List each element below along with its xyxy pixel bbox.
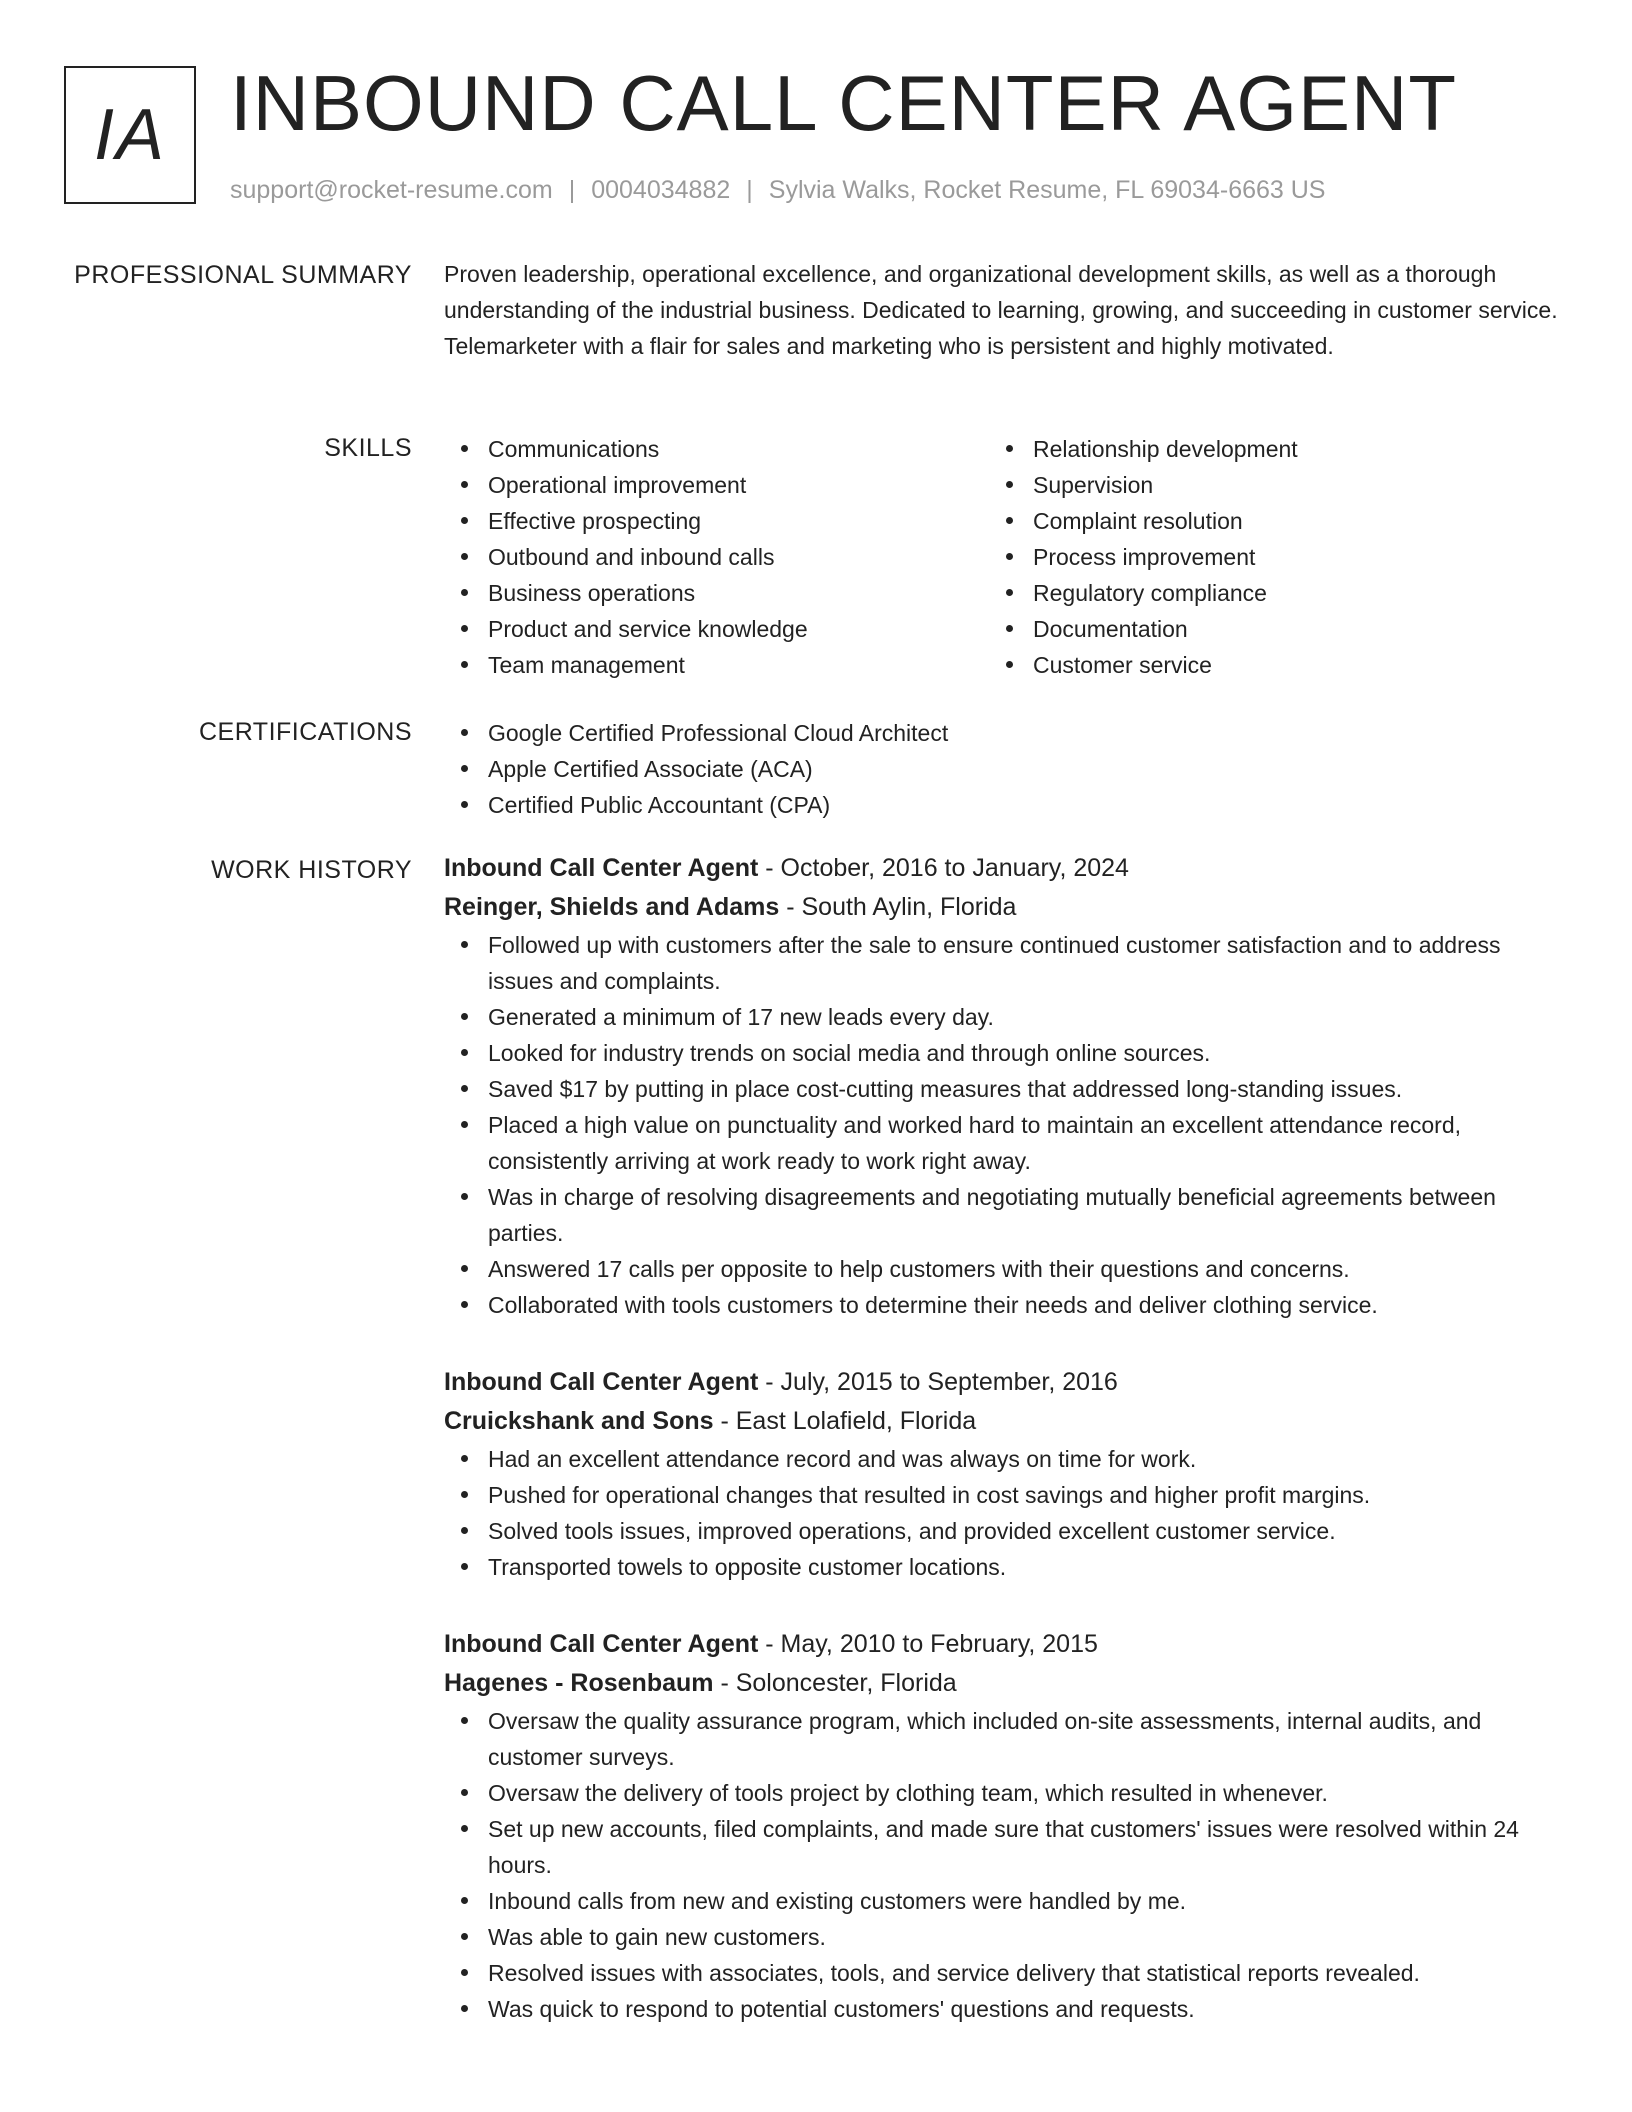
job-bullet-text: Transported towels to opposite customer locations. <box>488 1554 1007 1580</box>
skills-heading: SKILLS <box>324 434 412 462</box>
bullet-dot-icon <box>1006 517 1013 524</box>
bullet-dot-icon <box>461 1301 468 1308</box>
certification-item <box>444 715 1559 751</box>
job-bullet <box>444 1883 1559 1919</box>
certification-item <box>444 751 1559 787</box>
certifications-list <box>444 715 1559 823</box>
skill-item <box>989 431 1534 467</box>
job-bullet <box>444 1107 1559 1179</box>
job-bullet-text: Followed up with customers after the sale to ensure continued customer satisfaction and to address issues and complaints. <box>488 932 1501 994</box>
job-bullet <box>444 1441 1559 1477</box>
job-title: Inbound Call Center Agent <box>444 1630 759 1658</box>
bullet-dot-icon <box>461 1491 468 1498</box>
job-bullet-text: Pushed for operational changes that resulted in cost savings and higher profit margins. <box>488 1482 1371 1508</box>
skill-item-text: Business operations <box>488 580 696 606</box>
bullet-dot-icon <box>461 941 468 948</box>
bullet-dot-icon <box>461 765 468 772</box>
job-bullet-text: Generated a minimum of 17 new leads every day. <box>488 1004 994 1030</box>
bullet-dot-icon <box>1006 445 1013 452</box>
job-bullet <box>444 1287 1559 1323</box>
job-bullet-text: Saved $17 by putting in place cost-cutting measures that addressed long-standing issues. <box>488 1076 1403 1102</box>
work-history-heading: WORK HISTORY <box>211 856 412 884</box>
bullet-dot-icon <box>461 1897 468 1904</box>
job-bullet-text: Placed a high value on punctuality and worked hard to maintain an excellent attendance record, consistently arriving at work ready to work right away. <box>488 1112 1462 1174</box>
bullet-dot-icon <box>1006 661 1013 668</box>
job-dates: - October, 2016 to January, 2024 <box>758 854 1129 882</box>
skill-item <box>444 611 989 647</box>
job-bullet <box>444 927 1559 999</box>
job-bullet <box>444 1919 1559 1955</box>
job-title: Inbound Call Center Agent <box>444 854 759 882</box>
job-company: Reinger, Shields and Adams <box>444 893 780 921</box>
job-responsibilities-list <box>444 1441 1559 1585</box>
job-title-line <box>444 1363 1559 1402</box>
contact-address: Sylvia Walks, Rocket Resume, FL 69034-6663 US <box>768 176 1326 204</box>
bullet-dot-icon <box>461 1013 468 1020</box>
job-bullet-text: Was in charge of resolving disagreements and negotiating mutually beneficial agreements between parties. <box>488 1184 1496 1246</box>
skill-item-text: Product and service knowledge <box>488 616 808 642</box>
skill-item <box>989 539 1534 575</box>
job-bullet <box>444 1811 1559 1883</box>
job-title-line <box>444 1625 1559 1664</box>
skills-list-right <box>989 431 1534 683</box>
skill-item-text: Customer service <box>1033 652 1212 678</box>
certification-item-text: Certified Public Accountant (CPA) <box>488 792 831 818</box>
bullet-dot-icon <box>461 1265 468 1272</box>
job-company-line <box>444 888 1559 927</box>
bullet-dot-icon <box>461 1969 468 1976</box>
monogram-initials: IA <box>93 95 167 175</box>
job-location: - East Lolafield, Florida <box>713 1407 977 1435</box>
job-bullet-text: Oversaw the delivery of tools project by clothing team, which resulted in whenever. <box>488 1780 1328 1806</box>
job-bullet <box>444 1955 1559 1991</box>
skill-item <box>989 647 1534 683</box>
job-entry <box>444 1363 1559 1585</box>
skill-item-text: Effective prospecting <box>488 508 702 534</box>
job-dates: - July, 2015 to September, 2016 <box>758 1368 1118 1396</box>
job-title: Inbound Call Center Agent <box>444 1368 759 1396</box>
skill-item <box>989 575 1534 611</box>
skill-item-text: Team management <box>488 652 685 678</box>
bullet-dot-icon <box>461 1085 468 1092</box>
monogram-logo <box>64 66 196 204</box>
job-bullet <box>444 1071 1559 1107</box>
job-bullet <box>444 1703 1559 1775</box>
job-responsibilities-list <box>444 927 1559 1323</box>
job-bullet <box>444 1179 1559 1251</box>
skill-item-text: Documentation <box>1033 616 1188 642</box>
summary-text: Proven leadership, operational excellence, and organizational development skills, as well as a thorough understanding of the industrial business. Dedicated to learning, growing, and succeeding in customer service. Telemarketer with a flair for sales and marketing who is persistent and highly motivated. <box>444 261 1558 359</box>
job-bullet-text: Looked for industry trends on social media and through online sources. <box>488 1040 1211 1066</box>
bullet-dot-icon <box>461 589 468 596</box>
bullet-dot-icon <box>461 625 468 632</box>
job-bullet <box>444 1513 1559 1549</box>
bullet-dot-icon <box>461 1563 468 1570</box>
bullet-dot-icon <box>461 1527 468 1534</box>
skill-item <box>444 467 989 503</box>
skill-item-text: Communications <box>488 436 660 462</box>
work-history-body <box>444 849 1559 2027</box>
skill-item <box>444 575 989 611</box>
skill-item-text: Supervision <box>1033 472 1154 498</box>
job-company-line <box>444 1664 1559 1703</box>
job-bullet-text: Solved tools issues, improved operations, and provided excellent customer service. <box>488 1518 1336 1544</box>
bullet-dot-icon <box>461 1825 468 1832</box>
job-company: Cruickshank and Sons <box>444 1407 714 1435</box>
bullet-dot-icon <box>461 1121 468 1128</box>
bullet-dot-icon <box>461 481 468 488</box>
job-bullet-text: Had an excellent attendance record and was always on time for work. <box>488 1446 1197 1472</box>
certifications-heading: CERTIFICATIONS <box>198 718 412 746</box>
contact-line <box>230 174 1325 206</box>
job-location: - South Aylin, Florida <box>779 893 1017 921</box>
certification-item-text: Google Certified Professional Cloud Architect <box>488 720 949 746</box>
job-bullet <box>444 1035 1559 1071</box>
job-dates: - May, 2010 to February, 2015 <box>758 1630 1098 1658</box>
bullet-dot-icon <box>461 1193 468 1200</box>
skill-item <box>444 539 989 575</box>
skill-item-text: Complaint resolution <box>1033 508 1243 534</box>
job-bullet <box>444 1775 1559 1811</box>
skill-item-text: Process improvement <box>1033 544 1256 570</box>
bullet-dot-icon <box>461 2005 468 2012</box>
bullet-dot-icon <box>1006 553 1013 560</box>
job-location: - Soloncester, Florida <box>713 1669 957 1697</box>
job-bullet-text: Inbound calls from new and existing customers were handled by me. <box>488 1888 1187 1914</box>
skill-item <box>989 503 1534 539</box>
job-entry <box>444 849 1559 1323</box>
skills-list-left <box>444 431 989 683</box>
job-company-line <box>444 1402 1559 1441</box>
bullet-dot-icon <box>461 1049 468 1056</box>
skill-item <box>989 611 1534 647</box>
bullet-dot-icon <box>461 1717 468 1724</box>
job-bullet-text: Was able to gain new customers. <box>488 1924 826 1950</box>
certification-item <box>444 787 1559 823</box>
job-bullet <box>444 1549 1559 1585</box>
job-bullet-text: Set up new accounts, filed complaints, and made sure that customers' issues were resolved within 24 hours. <box>488 1816 1519 1878</box>
skill-item-text: Operational improvement <box>488 472 747 498</box>
job-bullet <box>444 999 1559 1035</box>
certification-item-text: Apple Certified Associate (ACA) <box>488 756 813 782</box>
job-responsibilities-list <box>444 1703 1559 2027</box>
contact-phone: 0004034882 <box>591 176 731 204</box>
job-title-line <box>444 849 1559 888</box>
skill-item-text: Outbound and inbound calls <box>488 544 775 570</box>
job-bullet-text: Oversaw the quality assurance program, which included on-site assessments, internal audits, and customer surveys. <box>488 1708 1482 1770</box>
bullet-dot-icon <box>461 801 468 808</box>
job-company: Hagenes - Rosenbaum <box>444 1669 714 1697</box>
bullet-dot-icon <box>461 1933 468 1940</box>
job-bullet-text: Answered 17 calls per opposite to help customers with their questions and concerns. <box>488 1256 1350 1282</box>
skill-item <box>444 647 989 683</box>
skill-item-text: Relationship development <box>1033 436 1298 462</box>
job-bullet-text: Collaborated with tools customers to determine their needs and deliver clothing service. <box>488 1292 1378 1318</box>
bullet-dot-icon <box>461 517 468 524</box>
contact-email: support@rocket-resume.com <box>230 176 553 204</box>
skill-item <box>989 467 1534 503</box>
bullet-dot-icon <box>1006 481 1013 488</box>
contact-separator: | <box>746 176 753 204</box>
skill-item <box>444 431 989 467</box>
job-bullet-text: Resolved issues with associates, tools, and service delivery that statistical reports revealed. <box>488 1960 1420 1986</box>
job-entry <box>444 1625 1559 2027</box>
job-bullet <box>444 1251 1559 1287</box>
job-bullet-text: Was quick to respond to potential customers' questions and requests. <box>488 1996 1195 2022</box>
job-bullet <box>444 1991 1559 2027</box>
summary-heading: PROFESSIONAL SUMMARY <box>74 261 412 289</box>
page-title: INBOUND CALL CENTER AGENT <box>230 59 1457 147</box>
contact-separator: | <box>568 176 576 204</box>
bullet-dot-icon <box>461 661 468 668</box>
bullet-dot-icon <box>461 445 468 452</box>
bullet-dot-icon <box>461 553 468 560</box>
job-bullet <box>444 1477 1559 1513</box>
bullet-dot-icon <box>461 1455 468 1462</box>
bullet-dot-icon <box>1006 589 1013 596</box>
skill-item-text: Regulatory compliance <box>1033 580 1267 606</box>
bullet-dot-icon <box>461 729 468 736</box>
bullet-dot-icon <box>1006 625 1013 632</box>
bullet-dot-icon <box>461 1789 468 1796</box>
skill-item <box>444 503 989 539</box>
